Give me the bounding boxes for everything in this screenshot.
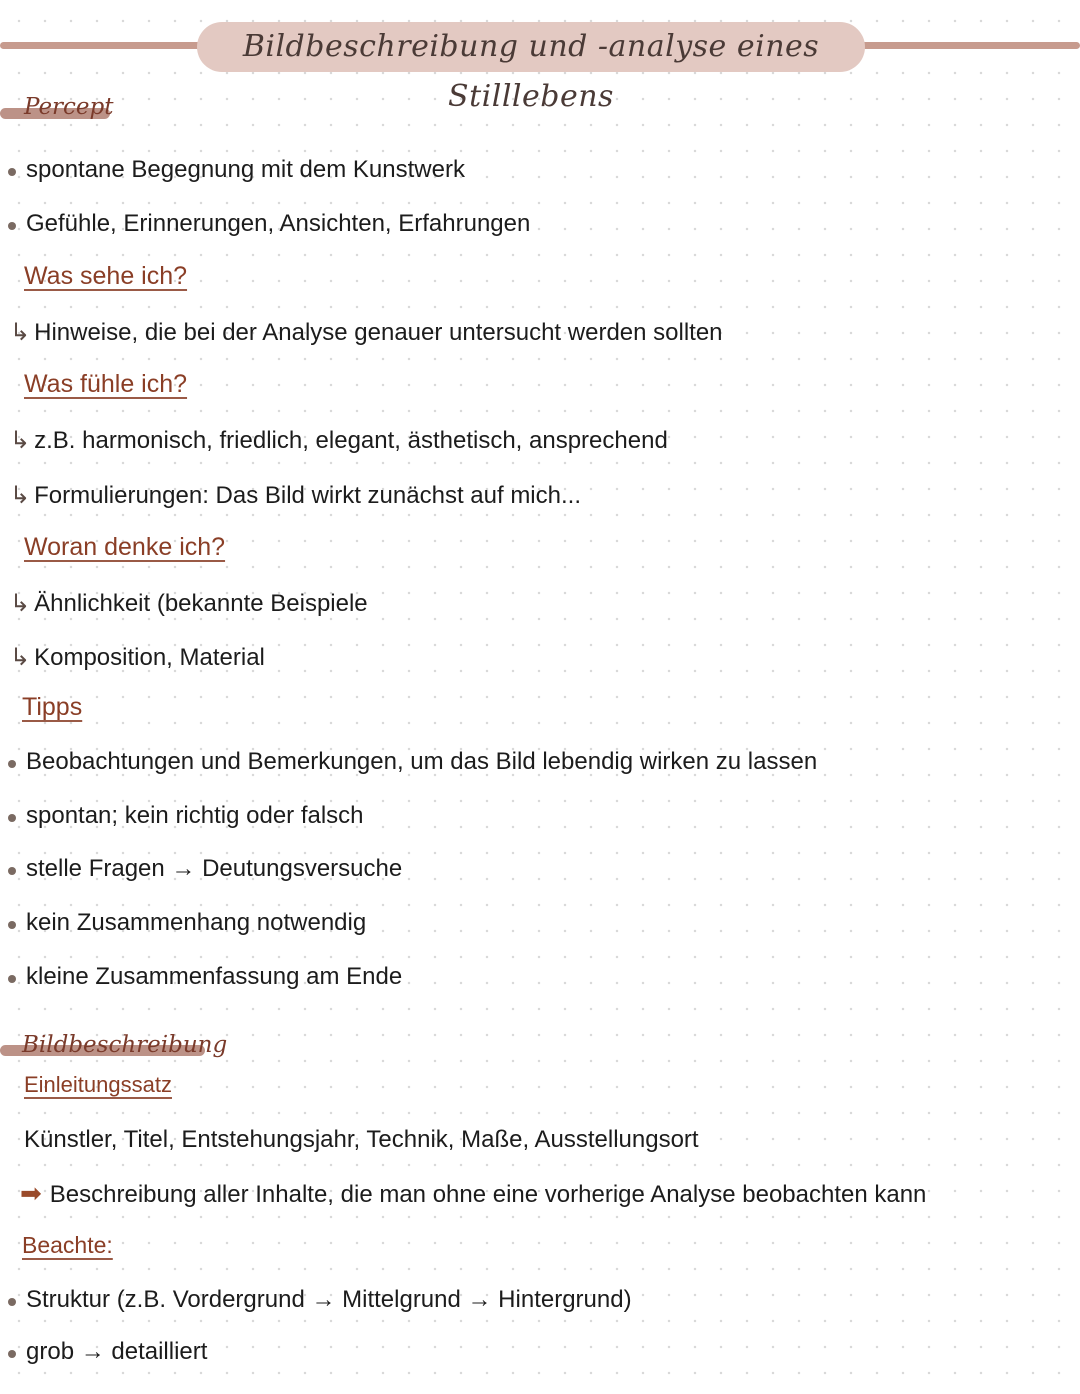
tip-4: kein Zusammenhang notwendig xyxy=(26,909,367,936)
bullet-dot xyxy=(8,222,16,230)
bullet-dot xyxy=(8,1298,16,1306)
arrow-line xyxy=(20,1178,926,1209)
bullet-dot xyxy=(8,867,16,875)
return-arrow-icon: ↳ xyxy=(10,590,31,617)
page-title: Bildbeschreibung und -analyse eines Stilllebens xyxy=(242,29,820,114)
heading-woran-denke-ich: Woran denke ich? xyxy=(24,533,226,561)
bullet-dot xyxy=(8,168,16,176)
arrow-line-text: Beschreibung aller Inhalte, die man ohne eine vorherige Analyse beobachten kann xyxy=(49,1181,927,1208)
heading-beachte: Beachte: xyxy=(22,1232,113,1258)
q2-line-2 xyxy=(10,481,581,510)
q2-line-2-text: Formulierungen: Das Bild wirkt zunächst auf mich... xyxy=(34,482,581,509)
bullet-dot xyxy=(8,760,16,768)
percept-bullet-2: Gefühle, Erinnerungen, Ansichten, Erfahrungen xyxy=(26,210,531,237)
q2-line-1 xyxy=(10,426,668,455)
section-label-percept: Percept xyxy=(24,94,114,120)
tip-3: stelle Fragen → Deutungsversuche xyxy=(26,855,403,882)
section-label-bildbeschreibung: Bildbeschreibung xyxy=(22,1032,228,1058)
bullet-dot xyxy=(8,814,16,822)
note-bullet-2: grob → detailliert xyxy=(26,1338,208,1365)
return-arrow-icon: ↳ xyxy=(10,427,31,454)
bullet-dot xyxy=(8,975,16,983)
title-highlight xyxy=(197,22,865,114)
tip-5: kleine Zusammenfassung am Ende xyxy=(26,963,403,990)
q3-line-2 xyxy=(10,643,265,672)
heading-was-sehe-ich: Was sehe ich? xyxy=(24,262,188,290)
percept-bullet-1: spontane Begegnung mit dem Kunstwerk xyxy=(26,156,465,183)
q2-line-1-text: z.B. harmonisch, friedlich, elegant, ästhetisch, ansprechend xyxy=(34,427,668,454)
heading-tipps: Tipps xyxy=(22,693,83,721)
heading-einleitungssatz: Einleitungssatz xyxy=(24,1072,172,1097)
q3-line-1 xyxy=(10,589,368,618)
q1-line-1 xyxy=(10,318,723,347)
title-rule-left xyxy=(0,42,205,49)
right-arrow-icon: ➡ xyxy=(20,1178,42,1208)
bullet-dot xyxy=(8,921,16,929)
return-arrow-icon: ↳ xyxy=(10,319,31,346)
q3-line-2-text: Komposition, Material xyxy=(34,644,265,671)
heading-was-fuehle-ich: Was fühle ich? xyxy=(24,370,188,398)
bullet-dot xyxy=(8,1350,16,1358)
return-arrow-icon: ↳ xyxy=(10,644,31,671)
tip-2: spontan; kein richtig oder falsch xyxy=(26,802,364,829)
tip-1: Beobachtungen und Bemerkungen, um das Bild lebendig wirken zu lassen xyxy=(26,748,818,775)
return-arrow-icon: ↳ xyxy=(10,482,31,509)
q3-line-1-text: Ähnlichkeit (bekannte Beispiele xyxy=(34,590,368,617)
q1-line-1-text: Hinweise, die bei der Analyse genauer untersucht werden sollten xyxy=(34,319,723,346)
intro-line: Künstler, Titel, Entstehungsjahr, Technik, Maße, Ausstellungsort xyxy=(24,1126,699,1153)
title-rule-right xyxy=(855,42,1080,49)
note-bullet-1: Struktur (z.B. Vordergrund → Mittelgrund → Hintergrund) xyxy=(26,1286,632,1313)
